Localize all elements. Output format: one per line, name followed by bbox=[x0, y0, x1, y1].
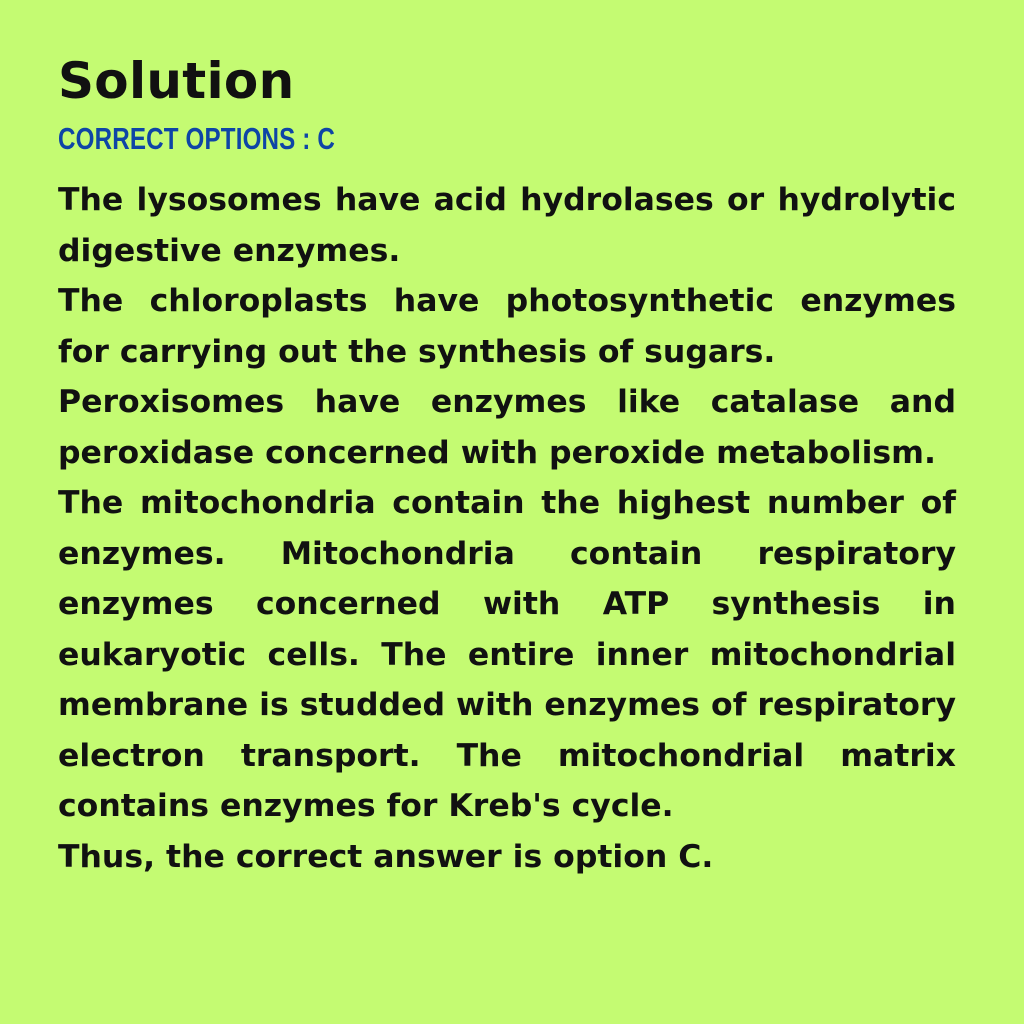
paragraph-mitochondria: The mitochondria contain the highest number of enzymes. Mitochondria contain respiratory enzymes concerned with ATP synthesis in eukaryotic cells. The entire inner mitochondrial membrane is studded with enzymes of respiratory electron transport. The mitochondrial matrix contains enzymes for Kreb's cycle. bbox=[58, 485, 956, 824]
correct-option-label: CORRECT OPTIONS : C bbox=[58, 121, 336, 156]
paragraph-peroxisomes: Peroxisomes have enzymes like catalase and peroxidase concerned with peroxide metabolism. bbox=[58, 384, 956, 471]
paragraph-lysosomes: The lysosomes have acid hydrolases or hydrolytic digestive enzymes. bbox=[58, 182, 956, 269]
paragraph-chloroplasts: The chloroplasts have photosynthetic enzymes for carrying out the synthesis of sugars. bbox=[58, 283, 956, 370]
solution-body bbox=[58, 175, 956, 882]
paragraph-conclusion: Thus, the correct answer is option C. bbox=[58, 838, 714, 875]
solution-heading: Solution bbox=[58, 52, 295, 110]
solution-card bbox=[58, 52, 956, 882]
